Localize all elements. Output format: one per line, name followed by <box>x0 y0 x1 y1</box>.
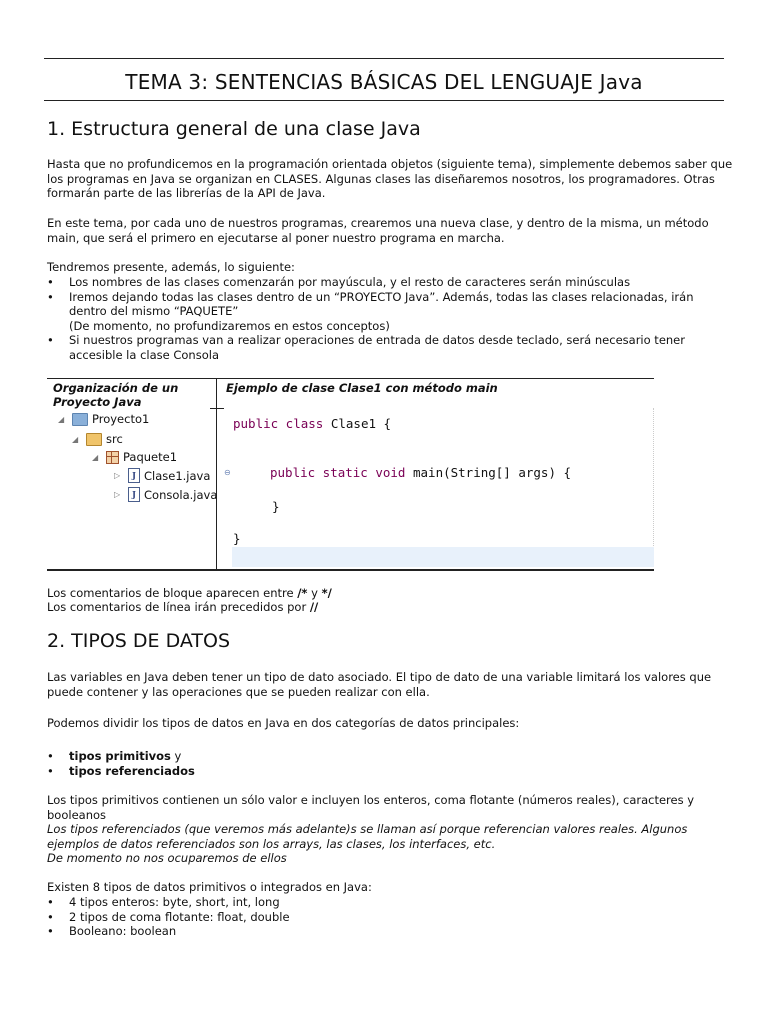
bullet-note: (De momento, no profundizaremos en estos conceptos) <box>69 318 390 333</box>
current-line-highlight <box>232 547 654 567</box>
tree-node-project[interactable]: ◢ Proyecto1 <box>58 412 150 426</box>
package-icon <box>106 451 119 464</box>
block-comments-text: Los comentarios de bloque aparecen entre /* y */ <box>47 586 332 600</box>
tree-node-clase1[interactable]: ▷ J Clase1.java <box>114 468 211 483</box>
section-1-paragraph-3: Tendremos presente, además, lo siguiente: <box>47 260 295 274</box>
list-item: • Iremos dejando todas las clases dentro de un “PROYECTO Java”. Además, todas las clases relacionadas, irán dentro del mismo “PAQUETE” (De momento, no profundizaremos en estos conceptos) <box>47 289 694 333</box>
list-item: • tipos primitivos y <box>47 749 182 763</box>
section-1-paragraph-1: Hasta que no profundicemos en la programación orientada objetos (siguiente tema), simplemente debemos saber que los programas en Java se organizan en CLASES. Algunas clases las diseñaremos nosotros, los programadores. Otras formarán parte de las librerías de la API de Java. <box>47 157 733 201</box>
expand-arrow-icon: ◢ <box>92 452 99 462</box>
tree-node-consola[interactable]: ▷ J Consola.java <box>114 487 218 502</box>
code-line-class: public class Clase1 { <box>233 416 392 431</box>
source-folder-icon <box>86 433 102 446</box>
title-text: SENTENCIAS BÁSICAS DEL LENGUAJE Java <box>214 70 643 94</box>
expand-arrow-icon: ◢ <box>72 434 79 444</box>
page-title <box>44 70 724 94</box>
java-file-icon: J <box>128 487 140 502</box>
list-item: • Si nuestros programas van a realizar operaciones de entrada de datos desde teclado, será necesario tener accesible la clase Consola <box>47 333 685 362</box>
java-project-icon <box>72 413 88 426</box>
title-underline-rule <box>44 100 724 101</box>
figure-top-rule <box>47 378 654 379</box>
figure-left-caption: Organización de un Proyecto Java <box>53 381 179 409</box>
figure-right-caption: Ejemplo de clase Clase1 con método main <box>226 381 498 395</box>
data-categories-list <box>47 749 727 778</box>
section-1-heading: 1. Estructura general de una clase Java <box>47 118 421 140</box>
code-line-close-method: } <box>272 499 280 514</box>
section-2-heading: 2. TIPOS DE DATOS <box>47 630 231 652</box>
figure-divider-tick <box>210 408 224 409</box>
section-2-paragraph-3: Los tipos primitivos contienen un sólo valor e incluyen los enteros, coma flotante (números reales), caracteres y booleanos <box>47 793 695 822</box>
section-2-paragraph-4: Los tipos referenciados (que veremos más adelante)s se llaman así porque referencian valores reales. Algunos ejemplos de datos referenciados son los arrays, las clases, los interfaces, etc. <box>47 822 688 851</box>
list-item: • 2 tipos de coma flotante: float, double <box>47 909 290 924</box>
title-topic-number: TEMA 3: <box>125 70 209 94</box>
list-item: • 4 tipos enteros: byte, short, int, long <box>47 895 280 909</box>
fold-icon[interactable]: ⊖ <box>224 468 231 477</box>
collapsed-arrow-icon: ▷ <box>114 490 121 499</box>
list-item: • Los nombres de las clases comenzarán por mayúscula, y el resto de caracteres serán minúsculas <box>47 275 631 289</box>
section-1-bullet-list <box>47 275 727 363</box>
collapsed-arrow-icon: ▷ <box>114 471 121 480</box>
editor-edge <box>651 408 654 548</box>
section-2-paragraph-2: Podemos dividir los tipos de datos en Java en dos categorías de datos principales: <box>47 716 520 730</box>
tree-node-src[interactable]: ◢ src <box>72 432 123 446</box>
top-rule <box>44 58 724 59</box>
line-comments-text: Los comentarios de línea irán precedidos por // <box>47 600 319 614</box>
code-line-main: public static void main(String[] args) { <box>270 465 572 480</box>
list-item: • Booleano: boolean <box>47 924 177 939</box>
section-2-paragraph-6: Existen 8 tipos de datos primitivos o integrados en Java: <box>47 880 372 894</box>
tree-node-package[interactable]: ◢ Paquete1 <box>92 450 178 464</box>
figure-bottom-rule <box>47 569 654 571</box>
section-2-paragraph-5: De momento no nos ocuparemos de ellos <box>47 851 287 865</box>
section-1-paragraph-2: En este tema, por cada uno de nuestros programas, crearemos una nueva clase, y dentro de la misma, un método main, que será el primero en ejecutarse al poner nuestro programa en marcha. <box>47 216 709 245</box>
java-file-icon: J <box>128 468 140 483</box>
code-editor <box>224 408 654 568</box>
section-2-paragraph-1: Las variables en Java deben tener un tipo de dato asociado. El tipo de dato de una variable limitará los valores que puede contener y las operaciones que se pueden realizar con ella. <box>47 670 712 699</box>
expand-arrow-icon: ◢ <box>58 414 65 424</box>
code-line-close-class: } <box>233 531 241 546</box>
primitive-types-list <box>47 895 727 939</box>
list-item: • tipos referenciados <box>47 763 195 778</box>
